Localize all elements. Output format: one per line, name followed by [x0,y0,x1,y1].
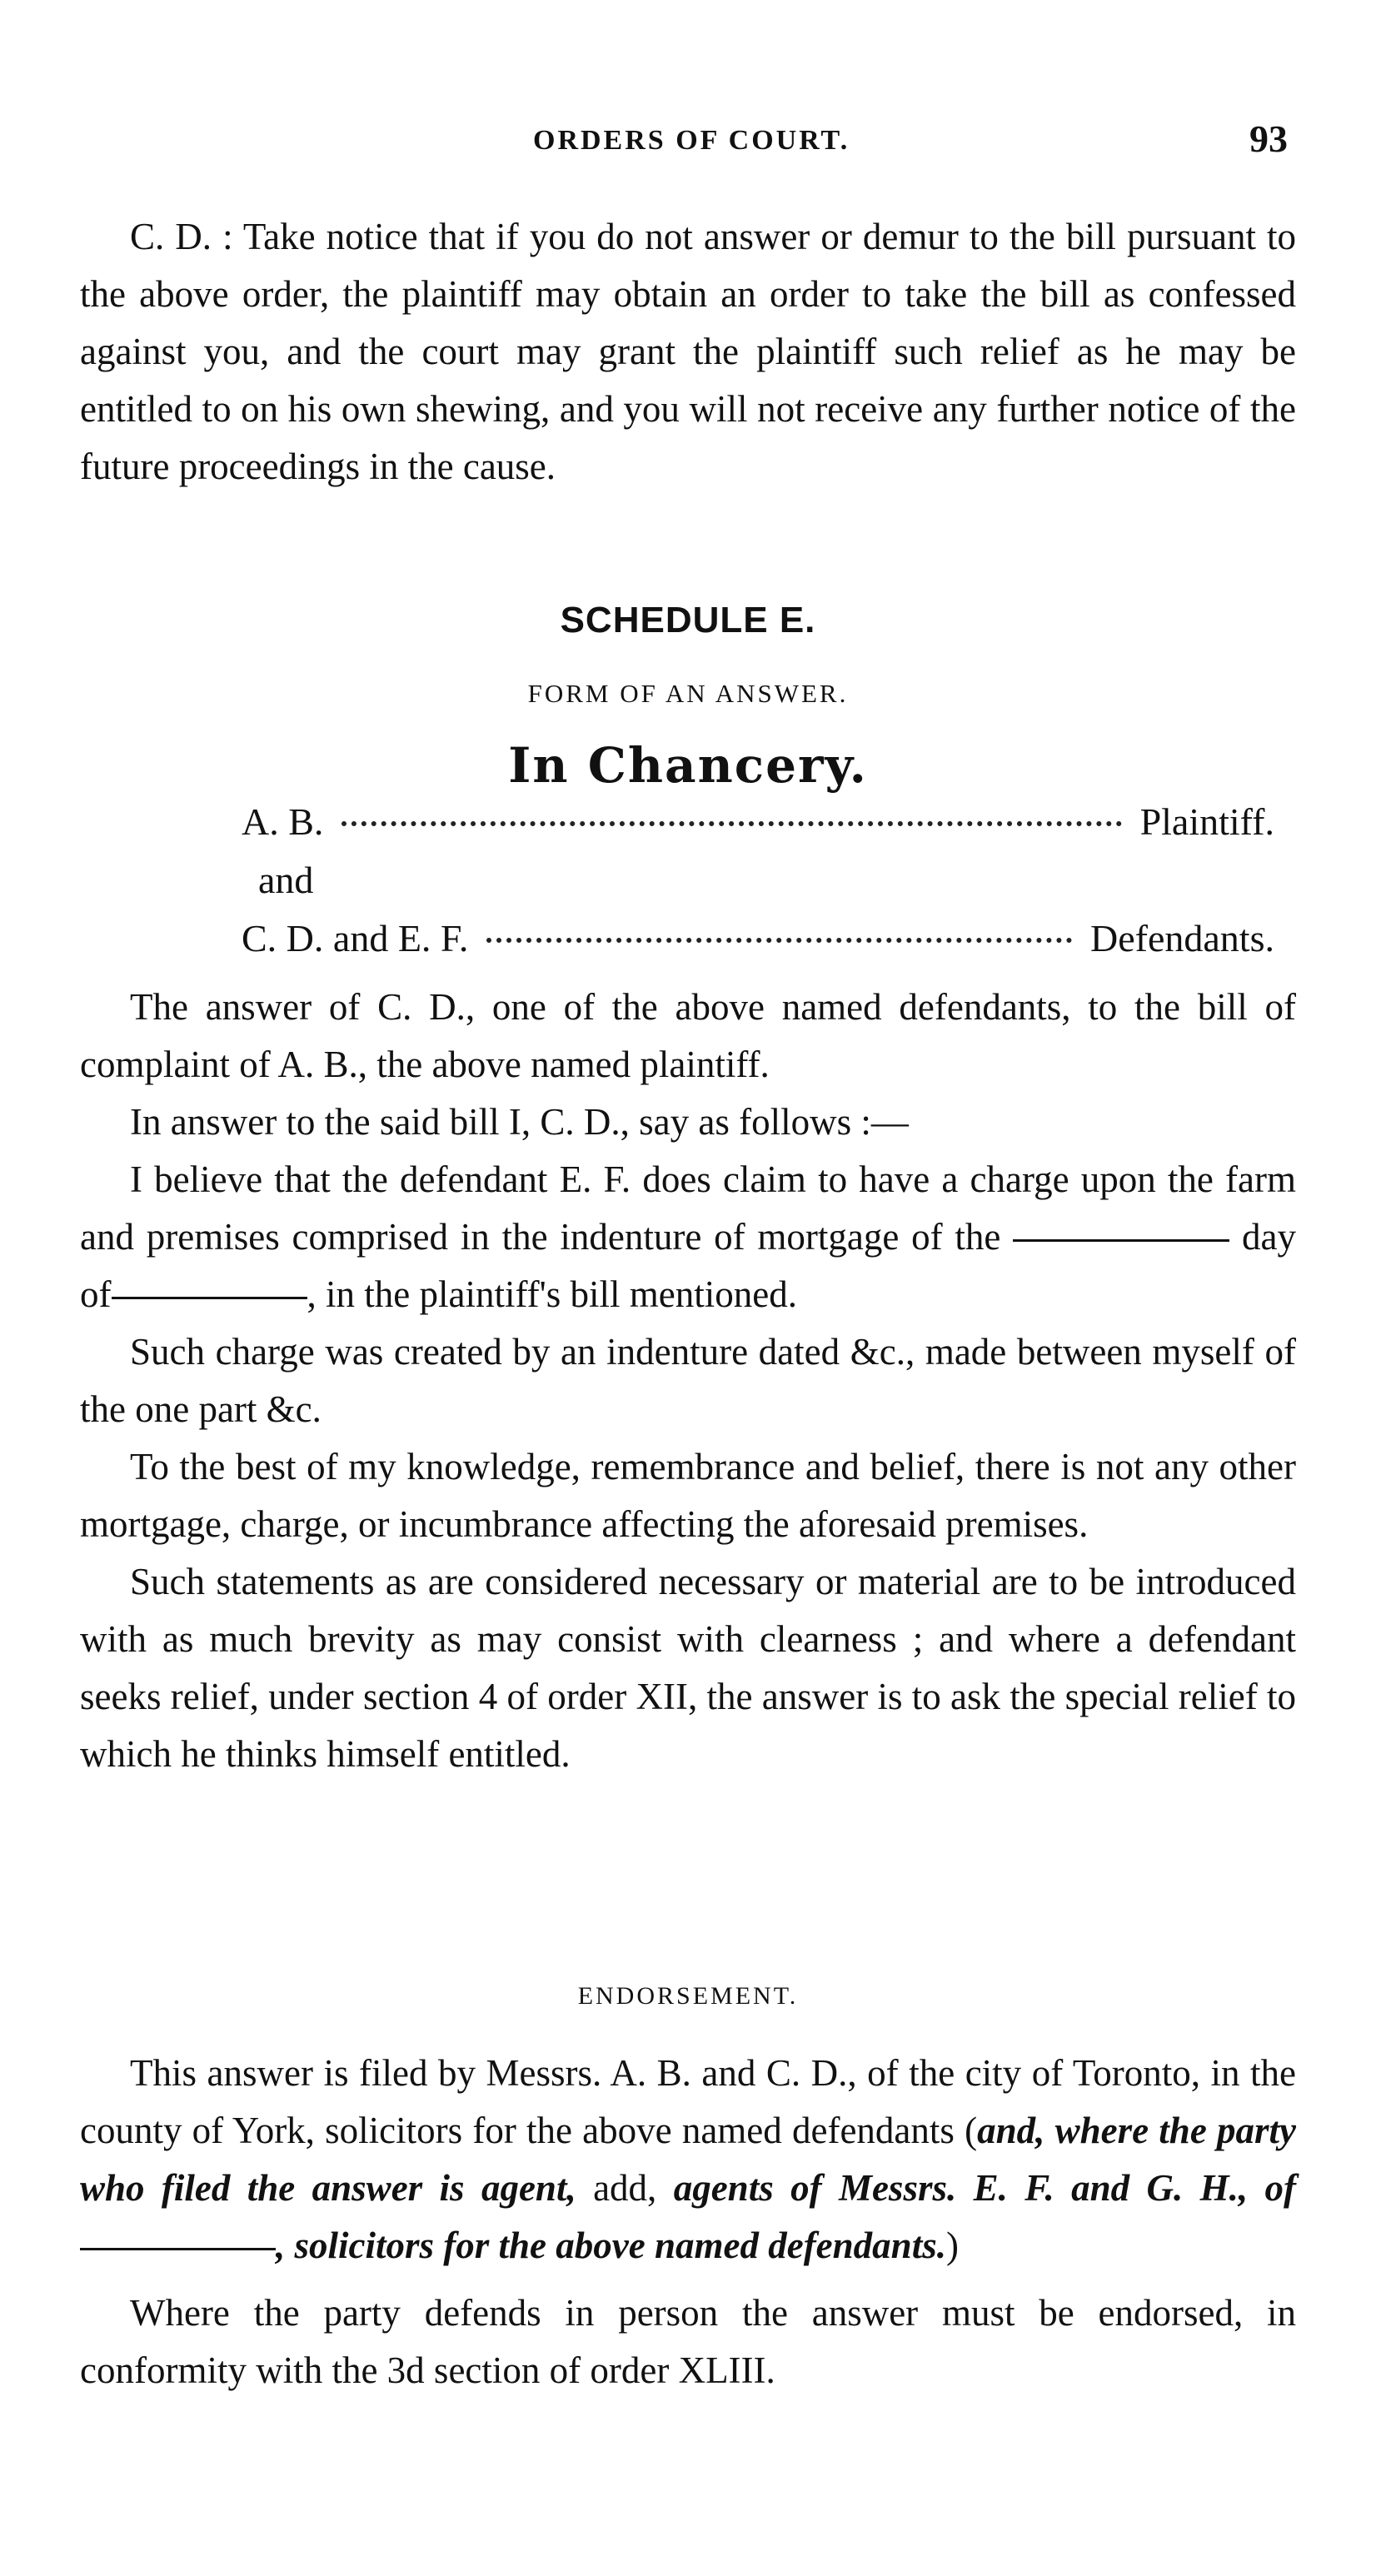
endorsement-text: This answer is filed by Messrs. A. B. and C. D., of the city of Toronto, in the county of York, solicitors for the above named defendants ( [80,2052,1296,2151]
page-number: 93 [1249,117,1288,160]
endorsement-heading: ENDORSEMENT. [577,1982,799,2010]
date-blank [1013,1239,1229,1242]
endorsement-italic: agents of Messrs. E. F. and G. H., of [673,2167,1296,2209]
place-blank [80,2248,276,2250]
plaintiff-role: Plaintiff. [1139,800,1274,843]
answer-text: I believe that the defendant E. F. does claim to have a charge upon the farm and premises comprised in the indenture of mortgage of the [80,1158,1296,1258]
plaintiff-line [242,800,1274,844]
plaintiff-name: A. B. [242,800,324,843]
answer-paragraph [80,1151,1296,1323]
answer-text: , in the plaintiff's bill mentioned. [307,1273,797,1315]
defendant-line [242,916,1274,960]
schedule-heading: SCHEDULE E. [560,600,816,640]
intro-section [80,208,1296,496]
court-title: In Chancery. [508,737,868,794]
dot-leader [486,938,1072,943]
defendant-role: Defendants. [1090,917,1274,959]
answer-paragraph: To the best of my knowledge, remembrance and belief, there is not any other mortgage, charge, or incumbrance affecting the aforesaid premises. [80,1446,1296,1545]
month-blank [112,1297,307,1299]
endorsement-italic: , solicitors for the above named defendants. [276,2225,946,2266]
running-title: ORDERS OF COURT. [533,125,850,156]
answer-paragraph: In answer to the said bill I, C. D., say as follows :— [130,1101,909,1143]
endorsement-text: add, [576,2167,674,2209]
answer-paragraph: Such statements as are considered necessary or material are to be introduced with as much brevity as may consist with clearness ; and where a defendant seeks relief, under section 4 of order XII, the answer is to ask the special relief to which he thinks himself entitled. [80,1561,1296,1775]
answer-paragraph: Such charge was created by an indenture dated &c., made between myself of the one part &c. [80,1331,1296,1430]
endorsement-paragraph [80,2045,1296,2275]
answer-text: day of [80,1216,1297,1315]
endorsement-text: ) [945,2225,959,2266]
answer-section [80,979,1296,1783]
form-title: FORM OF AN ANSWER. [527,679,849,708]
endorsement-section [80,2045,1296,2399]
endorsement-italic: and, where the party who filed the answer is agent, [80,2110,1296,2209]
party-conjunction: and [258,859,314,901]
notice-paragraph: C. D. : Take notice that if you do not answer or demur to the bill pursuant to the above order, the plaintiff may obtain an order to take the bill as confessed against you, and the court may grant the plaintiff such relief as he may be entitled to on his own shewing, and you will not receive any further notice of the future proceedings in the cause. [80,216,1296,487]
dot-leader [342,821,1121,826]
defendant-names: C. D. and E. F. [242,917,469,959]
answer-paragraph: The answer of C. D., one of the above named defendants, to the bill of complaint of A. B., the above named plaintiff. [80,986,1296,1085]
endorsement-paragraph: Where the party defends in person the answer must be endorsed, in conformity with the 3d section of order XLIII. [80,2292,1296,2391]
